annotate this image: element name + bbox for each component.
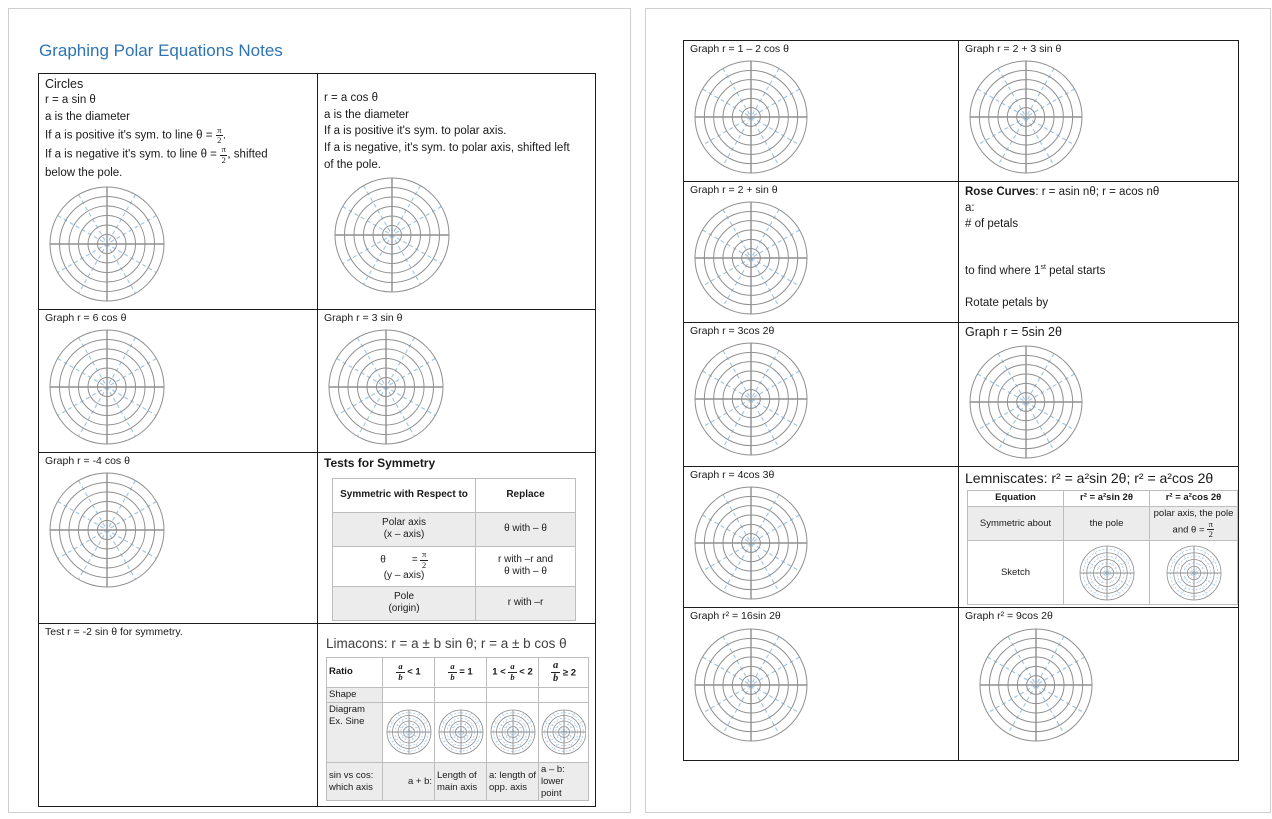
page-title: Graphing Polar Equations Notes [39, 41, 283, 60]
polar-grid [694, 342, 952, 461]
symmetry-col-header-1: Symmetric with Respect to [333, 478, 476, 512]
limacons-diagram-cell [487, 702, 539, 762]
rose-rotate: Rotate petals by [965, 296, 1049, 309]
lemniscates-sketch-cos [1150, 541, 1238, 605]
circles-cos-negative: If a is negative, it's sym. to polar axis, shifted left [324, 142, 570, 155]
circles-cos-eq: r = a cos θ [324, 92, 379, 104]
symmetry-table [332, 478, 576, 621]
limacons-shape-cell [383, 687, 435, 702]
limacons-col1-header: $\frac{a}{b}$ < 1 [383, 657, 435, 687]
lemniscates-header-cos: r² = a²cos 2θ [1150, 490, 1238, 506]
document-page-2 [645, 8, 1271, 813]
lemniscates-symmetric-sin: the pole [1064, 506, 1150, 541]
circles-heading: Circles [45, 77, 84, 91]
graph-label: Graph r = 2 + sin θ [690, 184, 778, 197]
rose-petals-label: # of petals [965, 218, 1019, 231]
polar-grid [969, 345, 1232, 464]
symmetry-row-pole-replace: r with –r [476, 586, 576, 620]
polar-grid [694, 486, 952, 605]
polar-grid [334, 177, 589, 298]
notes-table-page1 [38, 73, 596, 807]
symmetry-heading: Tests for Symmetry [324, 455, 436, 470]
circles-sin-negative-cont: below the pole. [45, 166, 123, 179]
rose-curves-title: Rose Curves: r = asin nθ; r = acos nθ [965, 186, 1160, 199]
graph-label: Graph r = 6 cos θ [45, 311, 127, 324]
cell-graph-neg4cos [39, 452, 318, 623]
limacons-title: Limacons: r = a ± b sin θ; r = a ± b cos θ [326, 635, 567, 651]
graph-label: Graph r = 2 + 3 sin θ [965, 43, 1062, 55]
mini-polar-grid [541, 709, 586, 755]
symmetry-row-polar-axis: Polar axis (x – axis) [333, 512, 476, 546]
symmetry-row-polar-axis-replace: θ with – θ [476, 512, 576, 546]
circles-cos-positive: If a is positive it's sym. to polar axis. [324, 125, 507, 138]
limacons-col3-header: 1 < $\frac{a}{b}$ < 2 [487, 657, 539, 687]
cell-graph-5sin2 [959, 323, 1239, 467]
mini-polar-grid [385, 709, 432, 755]
polar-grid [979, 628, 1232, 747]
cell-rose-curves [959, 182, 1239, 323]
circles-sin-negative: If a is negative it's sym. to line θ = $\frac{\pi}{2}$ , shifted [45, 144, 268, 165]
cell-lemniscates [959, 466, 1239, 608]
circles-cos-negative-cont: of the pole. [324, 158, 381, 171]
cell-graph-16sin2 [684, 608, 959, 761]
graph-label: Graph r² = 9cos 2θ [965, 610, 1053, 623]
lemniscates-symmetric-label: Symmetric about [968, 506, 1064, 541]
cell-graph-2plus3sin [959, 41, 1239, 182]
polar-grid [969, 60, 1232, 179]
lemniscates-title: Lemniscates: r² = a²sin 2θ; r² = a²cos 2θ [965, 469, 1214, 486]
cell-graph-3cos2 [684, 323, 959, 467]
cell-graph-9cos2 [959, 608, 1239, 761]
pi-over-2-fraction: $\frac{\pi}{2}$ [221, 144, 226, 165]
limacons-bottom-length: Length of main axis [435, 762, 487, 801]
limacons-diagram-cell [383, 702, 435, 762]
rose-find-petal: to find where 1st petal starts [965, 264, 1106, 278]
lemniscates-table [967, 490, 1238, 606]
limacons-col4-header: $\frac{a}{b}$ ≥ 2 [539, 657, 589, 687]
graph-label: Graph r = -4 cos θ [45, 454, 130, 467]
limacons-diagram-cell [435, 702, 487, 762]
symmetry-row-theta: θ = $\frac{\pi}{2}$ (y – axis) [333, 546, 476, 586]
mini-polar-grid [489, 709, 536, 755]
document-page-1 [8, 8, 631, 813]
limacons-shape-cell [487, 687, 539, 702]
limacons-table [326, 657, 589, 802]
cell-graph-6cos [39, 309, 318, 452]
polar-grid [49, 186, 311, 307]
graph-label: Graph r = 5sin 2θ [965, 325, 1062, 340]
limacons-shape-cell [539, 687, 589, 702]
symmetry-row-theta-replace: r with –r and θ with – θ [476, 546, 576, 586]
limacons-shape-label: Shape [327, 687, 383, 702]
lemniscates-sketch-label: Sketch [968, 541, 1064, 605]
limacons-bottom-aplusb: a + b: [383, 762, 435, 801]
graph-label: Graph r = 3 sin θ [324, 311, 403, 324]
lemniscates-header-equation: Equation [968, 490, 1064, 506]
rose-a-label: a: [965, 202, 975, 215]
lemniscates-symmetric-cos: polar axis, the pole and θ = $\frac{\pi}{2}$ [1150, 506, 1238, 541]
limacons-shape-cell [435, 687, 487, 702]
cell-circles-cos [318, 74, 596, 310]
limacons-diagram-cell [539, 702, 589, 762]
mini-polar-grid [1066, 545, 1147, 601]
limacons-col2-header: $\frac{a}{b}$ = 1 [435, 657, 487, 687]
graph-label: Graph r² = 16sin 2θ [690, 610, 781, 623]
symmetry-row-pole: Pole (origin) [333, 586, 476, 620]
cell-circles-sin [39, 74, 318, 310]
test-symmetry-label: Test r = -2 sin θ for symmetry. [45, 625, 183, 638]
circles-cos-diameter: a is the diameter [324, 108, 410, 121]
limacons-bottom-aminusb: a – b: lower point [539, 762, 589, 801]
cell-graph-1minus2cos [684, 41, 959, 182]
polar-grid [49, 329, 311, 450]
cell-limacons [318, 623, 596, 806]
polar-grid [694, 201, 952, 320]
polar-grid [694, 628, 952, 747]
limacons-bottom-opp: a: length of opp. axis [487, 762, 539, 801]
mini-polar-grid [437, 709, 484, 755]
graph-label: Graph r = 4cos 3θ [690, 468, 775, 481]
pi-over-2-fraction: $\frac{\pi}{2}$ [1208, 518, 1213, 540]
mini-polar-grid [1152, 545, 1235, 601]
pi-over-2-fraction: $\frac{\pi}{2}$ [217, 124, 222, 145]
notes-table-page2 [683, 40, 1239, 761]
cell-test-symmetry [39, 623, 318, 806]
limacons-bottom-sincos: sin vs cos: which axis [327, 762, 383, 801]
polar-grid [694, 60, 952, 179]
polar-grid [328, 329, 589, 450]
cell-tests-for-symmetry [318, 452, 596, 623]
cell-graph-2plussin [684, 182, 959, 323]
symmetry-col-header-2: Replace [476, 478, 576, 512]
cell-graph-3sin [318, 309, 596, 452]
graph-label: Graph r = 3cos 2θ [690, 325, 775, 338]
graph-label: Graph r = 1 – 2 cos θ [690, 43, 789, 55]
limacons-diagram-label: Diagram Ex. Sine [327, 702, 383, 762]
pi-over-2-fraction: $\frac{\pi}{2}$ [421, 549, 427, 570]
circles-sin-positive: If a is positive it's sym. to line θ = $\frac{\pi}{2}$ . [45, 124, 227, 145]
polar-grid [49, 472, 311, 593]
lemniscates-header-sin: r² = a²sin 2θ [1064, 490, 1150, 506]
circles-sin-diameter: a is the diameter [45, 110, 131, 123]
limacons-ratio-header: Ratio [327, 657, 383, 687]
cell-graph-4cos3 [684, 466, 959, 608]
lemniscates-sketch-sin [1064, 541, 1150, 605]
circles-sin-eq: r = a sin θ [45, 94, 96, 107]
